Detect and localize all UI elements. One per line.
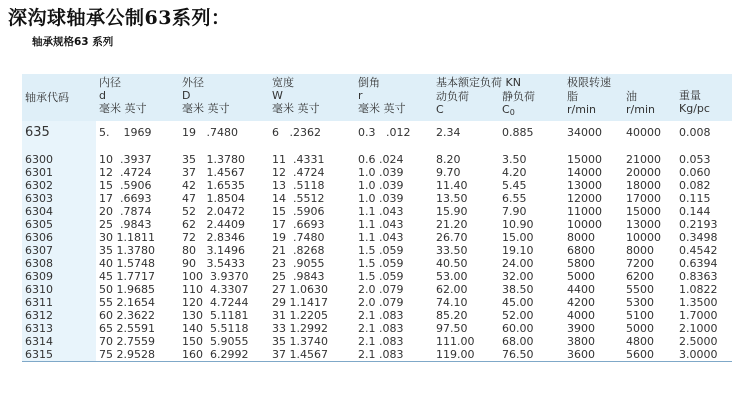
header-chamfer <box>355 74 433 121</box>
cell-weight: 0.8363 <box>679 270 718 283</box>
cell-grease-speed: 5800 <box>567 257 596 270</box>
cell-grease-speed: 15000 <box>567 153 603 166</box>
cell-oil-speed: 5300 <box>626 296 655 309</box>
cell-chamfer: 2.0 .079 <box>358 283 404 296</box>
cell-weight: 0.008 <box>679 125 711 139</box>
cell-code: 6315 <box>22 348 96 361</box>
cell-static-load: 7.90 <box>502 205 527 218</box>
table-row <box>22 244 732 257</box>
cell-oil-speed: 4800 <box>626 335 655 348</box>
cell-oil-speed: 5100 <box>626 309 655 322</box>
subtitle: 轴承规格63 系列 <box>32 36 114 48</box>
cell-dynamic-load: 119.00 <box>436 348 475 361</box>
cell-grease-speed: 34000 <box>567 125 603 139</box>
cell-grease-speed: 8000 <box>567 231 596 244</box>
cell-static-load: 76.50 <box>502 348 534 361</box>
cell-outer-diameter: 110 4.3307 <box>182 283 249 296</box>
cell-grease-speed: 4000 <box>567 309 596 322</box>
cell-inner-diameter: 12 .4724 <box>99 166 152 179</box>
cell-weight: 1.0822 <box>679 283 718 296</box>
cell-outer-diameter: 72 2.8346 <box>182 231 245 244</box>
cell-outer-diameter: 37 1.4567 <box>182 166 245 179</box>
table-row <box>22 166 732 179</box>
cell-grease-speed: 13000 <box>567 179 603 192</box>
cell-chamfer: 2.1 .083 <box>358 309 404 322</box>
cell-code: 6312 <box>22 309 96 322</box>
table-row <box>22 121 732 143</box>
header-code <box>22 74 96 121</box>
cell-chamfer: 1.5 .059 <box>358 257 404 270</box>
cell-code: 6302 <box>22 179 96 192</box>
header-oil-unit: r/min <box>626 103 655 116</box>
cell-inner-diameter: 5. 1969 <box>99 125 152 139</box>
cell-grease-speed: 3900 <box>567 322 596 335</box>
cell-oil-speed: 5600 <box>626 348 655 361</box>
cell-width: 25 .9843 <box>272 270 325 283</box>
header-weight <box>676 74 732 121</box>
spacer-cell <box>22 143 96 153</box>
cell-outer-diameter: 150 5.9055 <box>182 335 249 348</box>
cell-weight: 0.144 <box>679 205 711 218</box>
cell-oil-speed: 8000 <box>626 244 655 257</box>
cell-inner-diameter: 25 .9843 <box>99 218 152 231</box>
cell-width: 31 1.2205 <box>272 309 328 322</box>
table-header <box>22 74 732 121</box>
header-oil-name: 油 <box>626 90 638 103</box>
cell-code: 6313 <box>22 322 96 335</box>
header-static-subscript: 0 <box>509 108 515 117</box>
header-inner-name: 内径 <box>99 76 121 89</box>
cell-static-load: 3.50 <box>502 153 527 166</box>
cell-static-load: 4.20 <box>502 166 527 179</box>
header-width-symbol: W <box>272 89 283 102</box>
cell-chamfer: 0.3 .012 <box>358 125 411 139</box>
header-grease-name: 脂 <box>567 90 579 103</box>
header-width-units: 毫米 英寸 <box>272 102 320 115</box>
cell-weight: 1.7000 <box>679 309 718 322</box>
cell-static-load: 45.00 <box>502 296 534 309</box>
header-chamfer-name: 倒角 <box>358 76 380 89</box>
header-outer-diameter <box>179 74 269 121</box>
cell-oil-speed: 20000 <box>626 166 662 179</box>
header-grease-unit: r/min <box>567 103 596 116</box>
cell-grease-speed: 14000 <box>567 166 603 179</box>
cell-width: 27 1.0630 <box>272 283 328 296</box>
cell-outer-diameter: 100 3.9370 <box>182 270 249 283</box>
cell-grease-speed: 4200 <box>567 296 596 309</box>
cell-dynamic-load: 8.20 <box>436 153 461 166</box>
cell-code: 6309 <box>22 270 96 283</box>
cell-inner-diameter: 70 2.7559 <box>99 335 155 348</box>
cell-inner-diameter: 10 .3937 <box>99 153 152 166</box>
spacer-cell <box>499 143 564 153</box>
table-bottom-rule <box>22 361 732 362</box>
header-weight-name: 重量 <box>679 89 702 102</box>
cell-dynamic-load: 33.50 <box>436 244 468 257</box>
cell-outer-diameter: 120 4.7244 <box>182 296 249 309</box>
cell-oil-speed: 18000 <box>626 179 662 192</box>
header-static-name: 静负荷 <box>502 90 535 103</box>
cell-oil-speed: 13000 <box>626 218 662 231</box>
cell-width: 15 .5906 <box>272 205 325 218</box>
cell-width: 35 1.3740 <box>272 335 328 348</box>
cell-chamfer: 1.0 .039 <box>358 192 404 205</box>
cell-dynamic-load: 11.40 <box>436 179 468 192</box>
cell-inner-diameter: 50 1.9685 <box>99 283 155 296</box>
spacer-cell <box>96 143 179 153</box>
cell-code: 6305 <box>22 218 96 231</box>
cell-width: 6 .2362 <box>272 125 321 139</box>
header-outer-units: 毫米 英寸 <box>182 102 230 115</box>
table-body <box>22 121 732 361</box>
header-dynamic-name: 动负荷 <box>436 90 469 103</box>
cell-static-load: 19.10 <box>502 244 534 257</box>
spacer-cell <box>623 143 676 153</box>
cell-oil-speed: 5000 <box>626 322 655 335</box>
cell-weight: 1.3500 <box>679 296 718 309</box>
bearing-table <box>22 74 732 361</box>
cell-inner-diameter: 60 2.3622 <box>99 309 155 322</box>
cell-code: 6311 <box>22 296 96 309</box>
cell-chamfer: 1.5 .059 <box>358 244 404 257</box>
cell-chamfer: 1.1 .043 <box>358 205 404 218</box>
cell-chamfer: 1.1 .043 <box>358 218 404 231</box>
cell-weight: 0.060 <box>679 166 711 179</box>
cell-weight: 0.6394 <box>679 257 718 270</box>
cell-static-load: 15.00 <box>502 231 534 244</box>
table-row <box>22 153 732 166</box>
cell-width: 29 1.1417 <box>272 296 328 309</box>
cell-weight: 0.3498 <box>679 231 718 244</box>
header-weight-unit: Kg/pc <box>679 102 710 115</box>
spacer-cell <box>433 143 499 153</box>
cell-grease-speed: 3600 <box>567 348 596 361</box>
cell-static-load: 24.00 <box>502 257 534 270</box>
cell-static-load: 52.00 <box>502 309 534 322</box>
header-speed-limit <box>564 74 676 89</box>
cell-code: 6304 <box>22 205 96 218</box>
table-row <box>22 179 732 192</box>
header-dynamic-symbol: C <box>436 103 444 116</box>
cell-dynamic-load: 97.50 <box>436 322 468 335</box>
cell-weight: 2.1000 <box>679 322 718 335</box>
cell-code: 6308 <box>22 257 96 270</box>
cell-chamfer: 2.0 .079 <box>358 296 404 309</box>
cell-width: 11 .4331 <box>272 153 325 166</box>
table-row <box>22 270 732 283</box>
cell-weight: 0.082 <box>679 179 711 192</box>
header-inner-symbol: d <box>99 89 106 102</box>
cell-width: 37 1.4567 <box>272 348 328 361</box>
header-width-name: 宽度 <box>272 76 294 89</box>
table-row <box>22 257 732 270</box>
header-chamfer-symbol: r <box>358 89 363 102</box>
spacer-cell <box>179 143 269 153</box>
cell-dynamic-load: 40.50 <box>436 257 468 270</box>
cell-outer-diameter: 52 2.0472 <box>182 205 245 218</box>
cell-outer-diameter: 130 5.1181 <box>182 309 249 322</box>
header-chamfer-units: 毫米 英寸 <box>358 102 406 115</box>
cell-static-load: 32.00 <box>502 270 534 283</box>
cell-inner-diameter: 20 .7874 <box>99 205 152 218</box>
cell-inner-diameter: 17 .6693 <box>99 192 152 205</box>
header-speed-name: 极限转速 <box>567 76 612 89</box>
cell-static-load: 6.55 <box>502 192 527 205</box>
cell-inner-diameter: 75 2.9528 <box>99 348 155 361</box>
cell-chamfer: 1.5 .059 <box>358 270 404 283</box>
cell-width: 33 1.2992 <box>272 322 328 335</box>
cell-inner-diameter: 45 1.7717 <box>99 270 155 283</box>
cell-code: 6307 <box>22 244 96 257</box>
cell-width: 13 .5118 <box>272 179 325 192</box>
cell-dynamic-load: 85.20 <box>436 309 468 322</box>
cell-inner-diameter: 55 2.1654 <box>99 296 155 309</box>
cell-oil-speed: 6200 <box>626 270 655 283</box>
table-row <box>22 348 732 361</box>
table-row <box>22 322 732 335</box>
cell-static-load: 60.00 <box>502 322 534 335</box>
cell-weight: 2.5000 <box>679 335 718 348</box>
table-row <box>22 296 732 309</box>
cell-chamfer: 2.1 .083 <box>358 322 404 335</box>
header-width <box>269 74 355 121</box>
header-code-label: 轴承代码 <box>25 91 69 104</box>
table-row <box>22 218 732 231</box>
cell-inner-diameter: 15 .5906 <box>99 179 152 192</box>
header-outer-symbol: D <box>182 89 191 102</box>
spacer-cell <box>269 143 355 153</box>
table-row <box>22 192 732 205</box>
cell-dynamic-load: 13.50 <box>436 192 468 205</box>
cell-outer-diameter: 80 3.1496 <box>182 244 245 257</box>
cell-chamfer: 1.1 .043 <box>358 231 404 244</box>
cell-inner-diameter: 65 2.5591 <box>99 322 155 335</box>
cell-code: 635 <box>22 121 96 143</box>
cell-weight: 0.4542 <box>679 244 718 257</box>
cell-grease-speed: 4400 <box>567 283 596 296</box>
cell-outer-diameter: 42 1.6535 <box>182 179 245 192</box>
cell-outer-diameter: 90 3.5433 <box>182 257 245 270</box>
header-outer-name: 外径 <box>182 76 204 89</box>
cell-dynamic-load: 21.20 <box>436 218 468 231</box>
cell-dynamic-load: 9.70 <box>436 166 461 179</box>
cell-width: 14 .5512 <box>272 192 325 205</box>
cell-grease-speed: 10000 <box>567 218 603 231</box>
table-spacer-row <box>22 143 732 153</box>
cell-dynamic-load: 74.10 <box>436 296 468 309</box>
header-static-symbol: C <box>502 103 510 116</box>
header-load-rating <box>433 74 564 89</box>
spacer-cell <box>676 143 732 153</box>
header-dynamic-load <box>433 89 499 121</box>
header-oil-speed <box>623 89 676 121</box>
cell-code: 6310 <box>22 283 96 296</box>
header-load-name: 基本额定负荷 KN <box>436 76 521 89</box>
cell-outer-diameter: 35 1.3780 <box>182 153 245 166</box>
spacer-cell <box>564 143 623 153</box>
cell-dynamic-load: 26.70 <box>436 231 468 244</box>
cell-width: 23 .9055 <box>272 257 325 270</box>
cell-width: 12 .4724 <box>272 166 325 179</box>
cell-static-load: 68.00 <box>502 335 534 348</box>
cell-weight: 0.053 <box>679 153 711 166</box>
spacer-cell <box>355 143 433 153</box>
cell-oil-speed: 7200 <box>626 257 655 270</box>
cell-chamfer: 1.0 .039 <box>358 166 404 179</box>
header-static-load <box>499 89 564 121</box>
table-row <box>22 283 732 296</box>
cell-chamfer: 2.1 .083 <box>358 348 404 361</box>
cell-width: 21 .8268 <box>272 244 325 257</box>
cell-code: 6306 <box>22 231 96 244</box>
cell-oil-speed: 15000 <box>626 205 662 218</box>
cell-width: 17 .6693 <box>272 218 325 231</box>
cell-chamfer: 2.1 .083 <box>358 335 404 348</box>
cell-dynamic-load: 62.00 <box>436 283 468 296</box>
cell-code: 6301 <box>22 166 96 179</box>
cell-grease-speed: 12000 <box>567 192 603 205</box>
cell-chamfer: 0.6 .024 <box>358 153 404 166</box>
cell-dynamic-load: 15.90 <box>436 205 468 218</box>
table-row <box>22 231 732 244</box>
cell-dynamic-load: 53.00 <box>436 270 468 283</box>
cell-grease-speed: 3800 <box>567 335 596 348</box>
cell-inner-diameter: 30 1.1811 <box>99 231 155 244</box>
cell-oil-speed: 5500 <box>626 283 655 296</box>
bearing-table-wrapper <box>22 74 732 362</box>
header-inner-diameter <box>96 74 179 121</box>
cell-weight: 0.2193 <box>679 218 718 231</box>
cell-dynamic-load: 2.34 <box>436 125 461 139</box>
cell-oil-speed: 17000 <box>626 192 662 205</box>
cell-oil-speed: 21000 <box>626 153 662 166</box>
table-row <box>22 205 732 218</box>
table-row <box>22 335 732 348</box>
cell-static-load: 10.90 <box>502 218 534 231</box>
cell-width: 19 .7480 <box>272 231 325 244</box>
cell-inner-diameter: 40 1.5748 <box>99 257 155 270</box>
cell-dynamic-load: 111.00 <box>436 335 475 348</box>
cell-inner-diameter: 35 1.3780 <box>99 244 155 257</box>
cell-oil-speed: 40000 <box>626 125 662 139</box>
cell-oil-speed: 10000 <box>626 231 662 244</box>
cell-grease-speed: 6800 <box>567 244 596 257</box>
table-row <box>22 309 732 322</box>
cell-grease-speed: 5000 <box>567 270 596 283</box>
header-inner-units: 毫米 英寸 <box>99 102 147 115</box>
cell-outer-diameter: 19 .7480 <box>182 125 238 139</box>
cell-weight: 0.115 <box>679 192 711 205</box>
cell-code: 6300 <box>22 153 96 166</box>
cell-static-load: 38.50 <box>502 283 534 296</box>
cell-outer-diameter: 62 2.4409 <box>182 218 245 231</box>
cell-chamfer: 1.0 .039 <box>358 179 404 192</box>
cell-code: 6303 <box>22 192 96 205</box>
header-grease-speed <box>564 89 623 121</box>
cell-static-load: 0.885 <box>502 125 534 139</box>
cell-outer-diameter: 47 1.8504 <box>182 192 245 205</box>
cell-outer-diameter: 160 6.2992 <box>182 348 249 361</box>
cell-code: 6314 <box>22 335 96 348</box>
cell-outer-diameter: 140 5.5118 <box>182 322 249 335</box>
cell-weight: 3.0000 <box>679 348 718 361</box>
cell-grease-speed: 11000 <box>567 205 603 218</box>
page-title: 深沟球轴承公制63系列： <box>8 7 231 29</box>
cell-static-load: 5.45 <box>502 179 527 192</box>
